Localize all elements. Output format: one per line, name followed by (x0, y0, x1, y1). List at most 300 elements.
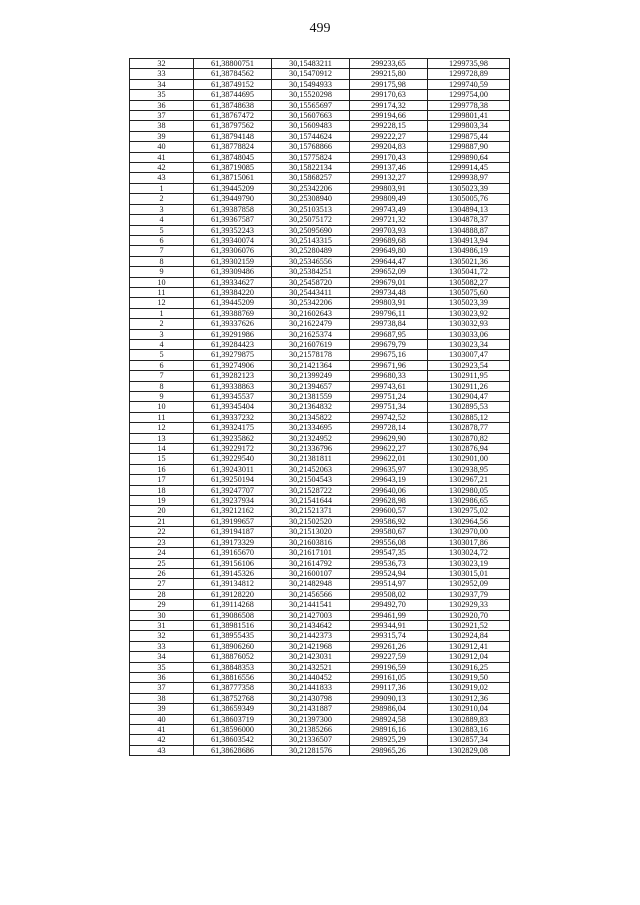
point-number-cell: 32 (130, 59, 194, 69)
y-coordinate-cell: 1302970,00 (428, 527, 510, 537)
longitude-cell: 30,21456566 (272, 589, 350, 599)
point-number-cell: 10 (130, 402, 194, 412)
x-coordinate-cell: 299461,99 (350, 610, 428, 620)
longitude-cell: 30,25095690 (272, 225, 350, 235)
point-number-cell: 18 (130, 485, 194, 495)
table-row (130, 475, 510, 485)
y-coordinate-cell: 1303023,34 (428, 339, 510, 349)
y-coordinate-cell: 1304878,37 (428, 215, 510, 225)
y-coordinate-cell: 1303007,47 (428, 350, 510, 360)
table-row (130, 506, 510, 516)
x-coordinate-cell: 299628,98 (350, 496, 428, 506)
longitude-cell: 30,25342206 (272, 298, 350, 308)
x-coordinate-cell: 299743,49 (350, 204, 428, 214)
x-coordinate-cell: 299803,91 (350, 183, 428, 193)
table-row (130, 423, 510, 433)
table-row (130, 173, 510, 183)
y-coordinate-cell: 1302912,04 (428, 652, 510, 662)
y-coordinate-cell: 1305082,27 (428, 277, 510, 287)
point-number-cell: 14 (130, 444, 194, 454)
y-coordinate-cell: 1304986,19 (428, 246, 510, 256)
latitude-cell: 61,39235862 (194, 433, 272, 443)
y-coordinate-cell: 1304913,94 (428, 235, 510, 245)
point-number-cell: 36 (130, 100, 194, 110)
latitude-cell: 61,38744695 (194, 90, 272, 100)
y-coordinate-cell: 1302924,84 (428, 631, 510, 641)
table-row (130, 360, 510, 370)
y-coordinate-cell: 1302937,79 (428, 589, 510, 599)
latitude-cell: 61,39134812 (194, 579, 272, 589)
latitude-cell: 61,38848353 (194, 662, 272, 672)
longitude-cell: 30,21421364 (272, 360, 350, 370)
latitude-cell: 61,38596000 (194, 725, 272, 735)
latitude-cell: 61,38981516 (194, 620, 272, 630)
table-row (130, 693, 510, 703)
x-coordinate-cell: 298965,26 (350, 745, 428, 755)
latitude-cell: 61,39247707 (194, 485, 272, 495)
latitude-cell: 61,39165670 (194, 548, 272, 558)
longitude-cell: 30,21504543 (272, 475, 350, 485)
point-number-cell: 31 (130, 620, 194, 630)
table-row (130, 485, 510, 495)
latitude-cell: 61,38748638 (194, 100, 272, 110)
longitude-cell: 30,15775824 (272, 152, 350, 162)
x-coordinate-cell: 299738,84 (350, 319, 428, 329)
x-coordinate-cell: 298986,04 (350, 704, 428, 714)
x-coordinate-cell: 299751,34 (350, 402, 428, 412)
x-coordinate-cell: 299174,32 (350, 100, 428, 110)
point-number-cell: 43 (130, 745, 194, 755)
y-coordinate-cell: 1302876,94 (428, 444, 510, 454)
y-coordinate-cell: 1302911,26 (428, 381, 510, 391)
point-number-cell: 35 (130, 662, 194, 672)
latitude-cell: 61,39156106 (194, 558, 272, 568)
y-coordinate-cell: 1299754,00 (428, 90, 510, 100)
table-row (130, 194, 510, 204)
table-row (130, 444, 510, 454)
x-coordinate-cell: 299536,73 (350, 558, 428, 568)
latitude-cell: 61,38876052 (194, 652, 272, 662)
longitude-cell: 30,21578178 (272, 350, 350, 360)
x-coordinate-cell: 299803,91 (350, 298, 428, 308)
point-number-cell: 7 (130, 371, 194, 381)
x-coordinate-cell: 299622,27 (350, 444, 428, 454)
latitude-cell: 61,38628686 (194, 745, 272, 755)
point-number-cell: 23 (130, 537, 194, 547)
latitude-cell: 61,39334627 (194, 277, 272, 287)
longitude-cell: 30,21399249 (272, 371, 350, 381)
latitude-cell: 61,39250194 (194, 475, 272, 485)
latitude-cell: 61,39388769 (194, 308, 272, 318)
point-number-cell: 11 (130, 287, 194, 297)
point-number-cell: 42 (130, 735, 194, 745)
longitude-cell: 30,15565697 (272, 100, 350, 110)
longitude-cell: 30,15868257 (272, 173, 350, 183)
longitude-cell: 30,25143315 (272, 235, 350, 245)
longitude-cell: 30,15483211 (272, 59, 350, 69)
y-coordinate-cell: 1302938,95 (428, 464, 510, 474)
point-number-cell: 1 (130, 308, 194, 318)
point-number-cell: 33 (130, 641, 194, 651)
longitude-cell: 30,21381811 (272, 454, 350, 464)
coordinates-table-body (130, 59, 510, 756)
point-number-cell: 6 (130, 360, 194, 370)
point-number-cell: 11 (130, 412, 194, 422)
point-number-cell: 19 (130, 496, 194, 506)
table-row (130, 527, 510, 537)
latitude-cell: 61,39274906 (194, 360, 272, 370)
longitude-cell: 30,21625374 (272, 329, 350, 339)
longitude-cell: 30,21452063 (272, 464, 350, 474)
latitude-cell: 61,38955435 (194, 631, 272, 641)
latitude-cell: 61,39291986 (194, 329, 272, 339)
y-coordinate-cell: 1302829,08 (428, 745, 510, 755)
point-number-cell: 1 (130, 183, 194, 193)
table-row (130, 662, 510, 672)
y-coordinate-cell: 1302975,02 (428, 506, 510, 516)
table-row (130, 319, 510, 329)
latitude-cell: 61,39284423 (194, 339, 272, 349)
latitude-cell: 61,38603542 (194, 735, 272, 745)
table-row (130, 631, 510, 641)
longitude-cell: 30,21441833 (272, 683, 350, 693)
table-row (130, 308, 510, 318)
point-number-cell: 9 (130, 392, 194, 402)
latitude-cell: 61,38777358 (194, 683, 272, 693)
table-row (130, 652, 510, 662)
table-row (130, 464, 510, 474)
x-coordinate-cell: 299689,68 (350, 235, 428, 245)
y-coordinate-cell: 1302895,53 (428, 402, 510, 412)
y-coordinate-cell: 1304894,13 (428, 204, 510, 214)
point-number-cell: 17 (130, 475, 194, 485)
y-coordinate-cell: 1299728,89 (428, 69, 510, 79)
table-row (130, 735, 510, 745)
x-coordinate-cell: 299687,95 (350, 329, 428, 339)
longitude-cell: 30,25103513 (272, 204, 350, 214)
point-number-cell: 22 (130, 527, 194, 537)
latitude-cell: 61,39337626 (194, 319, 272, 329)
longitude-cell: 30,15520298 (272, 90, 350, 100)
point-number-cell: 3 (130, 329, 194, 339)
longitude-cell: 30,21381559 (272, 392, 350, 402)
latitude-cell: 61,39345537 (194, 392, 272, 402)
longitude-cell: 30,15609483 (272, 121, 350, 131)
x-coordinate-cell: 299679,79 (350, 339, 428, 349)
x-coordinate-cell: 299315,74 (350, 631, 428, 641)
y-coordinate-cell: 1302904,47 (428, 392, 510, 402)
longitude-cell: 30,21431887 (272, 704, 350, 714)
latitude-cell: 61,38784562 (194, 69, 272, 79)
table-row (130, 59, 510, 69)
latitude-cell: 61,39173329 (194, 537, 272, 547)
x-coordinate-cell: 299261,26 (350, 641, 428, 651)
longitude-cell: 30,21281576 (272, 745, 350, 755)
y-coordinate-cell: 1299914,45 (428, 163, 510, 173)
point-number-cell: 4 (130, 215, 194, 225)
latitude-cell: 61,38749152 (194, 79, 272, 89)
point-number-cell: 8 (130, 381, 194, 391)
point-number-cell: 37 (130, 111, 194, 121)
point-number-cell: 32 (130, 631, 194, 641)
longitude-cell: 30,21528722 (272, 485, 350, 495)
table-row (130, 381, 510, 391)
y-coordinate-cell: 1305021,36 (428, 256, 510, 266)
longitude-cell: 30,21334695 (272, 423, 350, 433)
point-number-cell: 36 (130, 672, 194, 682)
y-coordinate-cell: 1302980,05 (428, 485, 510, 495)
latitude-cell: 61,39145326 (194, 568, 272, 578)
x-coordinate-cell: 299514,97 (350, 579, 428, 589)
x-coordinate-cell: 299508,02 (350, 589, 428, 599)
latitude-cell: 61,39337232 (194, 412, 272, 422)
longitude-cell: 30,21427003 (272, 610, 350, 620)
longitude-cell: 30,21345822 (272, 412, 350, 422)
table-row (130, 558, 510, 568)
table-row (130, 371, 510, 381)
table-row (130, 454, 510, 464)
longitude-cell: 30,25443411 (272, 287, 350, 297)
longitude-cell: 30,21521371 (272, 506, 350, 516)
table-row (130, 548, 510, 558)
x-coordinate-cell: 299652,09 (350, 267, 428, 277)
longitude-cell: 30,21602643 (272, 308, 350, 318)
longitude-cell: 30,25308940 (272, 194, 350, 204)
coordinates-table (129, 58, 510, 756)
point-number-cell: 26 (130, 568, 194, 578)
point-number-cell: 5 (130, 225, 194, 235)
y-coordinate-cell: 1302964,56 (428, 516, 510, 526)
x-coordinate-cell: 299580,67 (350, 527, 428, 537)
longitude-cell: 30,21432521 (272, 662, 350, 672)
point-number-cell: 34 (130, 652, 194, 662)
x-coordinate-cell: 299640,06 (350, 485, 428, 495)
latitude-cell: 61,39128220 (194, 589, 272, 599)
y-coordinate-cell: 1302857,34 (428, 735, 510, 745)
x-coordinate-cell: 299204,83 (350, 142, 428, 152)
table-row (130, 215, 510, 225)
y-coordinate-cell: 1303017,86 (428, 537, 510, 547)
table-row (130, 589, 510, 599)
point-number-cell: 38 (130, 693, 194, 703)
y-coordinate-cell: 1299778,38 (428, 100, 510, 110)
latitude-cell: 61,39445209 (194, 183, 272, 193)
longitude-cell: 30,25384251 (272, 267, 350, 277)
y-coordinate-cell: 1299887,90 (428, 142, 510, 152)
y-coordinate-cell: 1303023,19 (428, 558, 510, 568)
latitude-cell: 61,38767472 (194, 111, 272, 121)
longitude-cell: 30,15470912 (272, 69, 350, 79)
longitude-cell: 30,21430798 (272, 693, 350, 703)
latitude-cell: 61,38715061 (194, 173, 272, 183)
table-row (130, 204, 510, 214)
longitude-cell: 30,15768866 (272, 142, 350, 152)
table-row (130, 600, 510, 610)
point-number-cell: 33 (130, 69, 194, 79)
x-coordinate-cell: 299728,14 (350, 423, 428, 433)
point-number-cell: 12 (130, 298, 194, 308)
y-coordinate-cell: 1302901,00 (428, 454, 510, 464)
longitude-cell: 30,21421968 (272, 641, 350, 651)
latitude-cell: 61,39352243 (194, 225, 272, 235)
latitude-cell: 61,38752768 (194, 693, 272, 703)
table-row (130, 610, 510, 620)
point-number-cell: 13 (130, 433, 194, 443)
point-number-cell: 3 (130, 204, 194, 214)
point-number-cell: 42 (130, 163, 194, 173)
longitude-cell: 30,21513020 (272, 527, 350, 537)
latitude-cell: 61,39306076 (194, 246, 272, 256)
y-coordinate-cell: 1302885,12 (428, 412, 510, 422)
x-coordinate-cell: 299117,36 (350, 683, 428, 693)
y-coordinate-cell: 1302883,16 (428, 725, 510, 735)
table-row (130, 392, 510, 402)
longitude-cell: 30,21607619 (272, 339, 350, 349)
point-number-cell: 29 (130, 600, 194, 610)
longitude-cell: 30,21385266 (272, 725, 350, 735)
latitude-cell: 61,39237934 (194, 496, 272, 506)
y-coordinate-cell: 1305023,39 (428, 298, 510, 308)
latitude-cell: 61,39229540 (194, 454, 272, 464)
y-coordinate-cell: 1305005,76 (428, 194, 510, 204)
point-number-cell: 35 (130, 90, 194, 100)
longitude-cell: 30,21603816 (272, 537, 350, 547)
point-number-cell: 30 (130, 610, 194, 620)
table-row (130, 579, 510, 589)
point-number-cell: 4 (130, 339, 194, 349)
point-number-cell: 21 (130, 516, 194, 526)
y-coordinate-cell: 1302911,95 (428, 371, 510, 381)
longitude-cell: 30,21364832 (272, 402, 350, 412)
longitude-cell: 30,25280489 (272, 246, 350, 256)
table-row (130, 412, 510, 422)
x-coordinate-cell: 299090,13 (350, 693, 428, 703)
latitude-cell: 61,39229172 (194, 444, 272, 454)
y-coordinate-cell: 1299735,98 (428, 59, 510, 69)
y-coordinate-cell: 1299875,44 (428, 131, 510, 141)
longitude-cell: 30,25075172 (272, 215, 350, 225)
longitude-cell: 30,21423031 (272, 652, 350, 662)
x-coordinate-cell: 299680,33 (350, 371, 428, 381)
y-coordinate-cell: 1303033,06 (428, 329, 510, 339)
y-coordinate-cell: 1299938,97 (428, 173, 510, 183)
point-number-cell: 38 (130, 121, 194, 131)
point-number-cell: 40 (130, 142, 194, 152)
point-number-cell: 8 (130, 256, 194, 266)
x-coordinate-cell: 299228,15 (350, 121, 428, 131)
point-number-cell: 2 (130, 194, 194, 204)
x-coordinate-cell: 298924,58 (350, 714, 428, 724)
longitude-cell: 30,21614792 (272, 558, 350, 568)
table-row (130, 350, 510, 360)
x-coordinate-cell: 299721,32 (350, 215, 428, 225)
table-row (130, 69, 510, 79)
table-row (130, 131, 510, 141)
longitude-cell: 30,15607663 (272, 111, 350, 121)
table-row (130, 402, 510, 412)
point-number-cell: 16 (130, 464, 194, 474)
table-row (130, 339, 510, 349)
table-row (130, 100, 510, 110)
longitude-cell: 30,21541644 (272, 496, 350, 506)
table-row (130, 725, 510, 735)
x-coordinate-cell: 299215,80 (350, 69, 428, 79)
x-coordinate-cell: 299703,93 (350, 225, 428, 235)
table-row (130, 329, 510, 339)
latitude-cell: 61,39340074 (194, 235, 272, 245)
latitude-cell: 61,39194187 (194, 527, 272, 537)
y-coordinate-cell: 1303023,92 (428, 308, 510, 318)
y-coordinate-cell: 1302923,54 (428, 360, 510, 370)
point-number-cell: 37 (130, 683, 194, 693)
x-coordinate-cell: 299649,80 (350, 246, 428, 256)
y-coordinate-cell: 1302889,83 (428, 714, 510, 724)
x-coordinate-cell: 299132,27 (350, 173, 428, 183)
y-coordinate-cell: 1302910,04 (428, 704, 510, 714)
latitude-cell: 61,38800751 (194, 59, 272, 69)
longitude-cell: 30,21502520 (272, 516, 350, 526)
latitude-cell: 61,39212162 (194, 506, 272, 516)
latitude-cell: 61,38816556 (194, 672, 272, 682)
table-row (130, 496, 510, 506)
table-row (130, 683, 510, 693)
x-coordinate-cell: 299644,47 (350, 256, 428, 266)
y-coordinate-cell: 1302912,41 (428, 641, 510, 651)
latitude-cell: 61,38748045 (194, 152, 272, 162)
latitude-cell: 61,39282123 (194, 371, 272, 381)
point-number-cell: 7 (130, 246, 194, 256)
table-row (130, 277, 510, 287)
page-number: 499 (309, 21, 331, 36)
x-coordinate-cell: 299194,66 (350, 111, 428, 121)
point-number-cell: 39 (130, 131, 194, 141)
latitude-cell: 61,39086508 (194, 610, 272, 620)
y-coordinate-cell: 1302919,50 (428, 672, 510, 682)
point-number-cell: 41 (130, 725, 194, 735)
longitude-cell: 30,25342206 (272, 183, 350, 193)
x-coordinate-cell: 299635,97 (350, 464, 428, 474)
latitude-cell: 61,38794148 (194, 131, 272, 141)
y-coordinate-cell: 1305023,39 (428, 183, 510, 193)
x-coordinate-cell: 299671,96 (350, 360, 428, 370)
y-coordinate-cell: 1299890,64 (428, 152, 510, 162)
longitude-cell: 30,21397300 (272, 714, 350, 724)
x-coordinate-cell: 299600,57 (350, 506, 428, 516)
x-coordinate-cell: 299586,92 (350, 516, 428, 526)
point-number-cell: 15 (130, 454, 194, 464)
point-number-cell: 9 (130, 267, 194, 277)
longitude-cell: 30,15494933 (272, 79, 350, 89)
table-row (130, 745, 510, 755)
x-coordinate-cell: 299809,49 (350, 194, 428, 204)
x-coordinate-cell: 299734,48 (350, 287, 428, 297)
table-row (130, 142, 510, 152)
y-coordinate-cell: 1302921,52 (428, 620, 510, 630)
y-coordinate-cell: 1302870,82 (428, 433, 510, 443)
y-coordinate-cell: 1302878,77 (428, 423, 510, 433)
x-coordinate-cell: 299137,46 (350, 163, 428, 173)
latitude-cell: 61,39449790 (194, 194, 272, 204)
table-row (130, 704, 510, 714)
x-coordinate-cell: 299796,11 (350, 308, 428, 318)
table-row (130, 620, 510, 630)
longitude-cell: 30,21434642 (272, 620, 350, 630)
y-coordinate-cell: 1305075,60 (428, 287, 510, 297)
x-coordinate-cell: 299622,01 (350, 454, 428, 464)
table-row (130, 298, 510, 308)
x-coordinate-cell: 299629,90 (350, 433, 428, 443)
latitude-cell: 61,39324175 (194, 423, 272, 433)
